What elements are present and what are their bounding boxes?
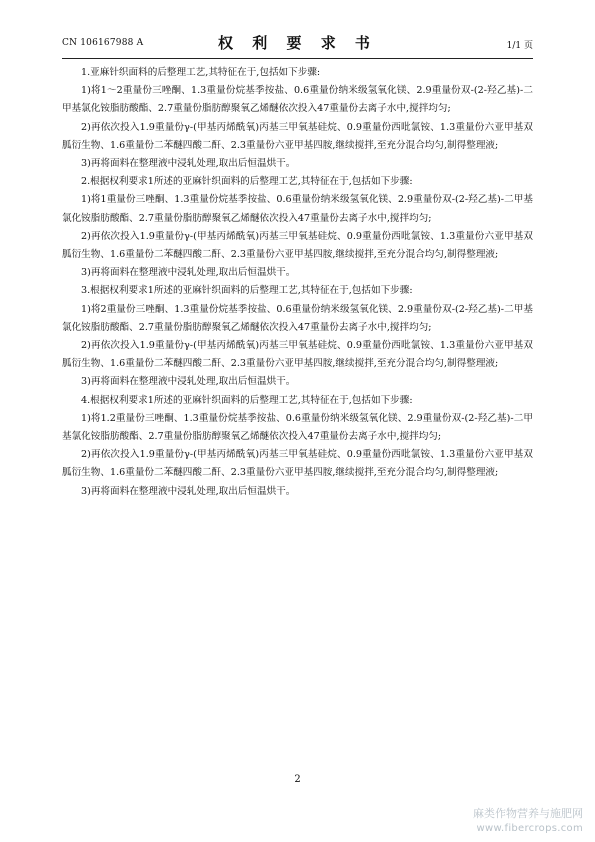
page-info: 1/1 页 [506, 41, 533, 51]
page-title: 权 利 要 求 书 [218, 34, 377, 52]
claim-1-step-2: 2)再依次投入1.9重量份γ-(甲基丙烯酰氧)丙基三甲氧基硅烷、0.9重量份西吡氯铵、1.3重量份六亚甲基双胍衍生物、1.6重量份二苯醚四酸二酐、2.3重量份六亚甲基四胺,继续搅拌,至充分混合均匀,制得整理液; [62, 121, 533, 151]
watermark-url: www.fibercrops.com [476, 823, 583, 834]
claim-1-title: 1.亚麻针织面料的后整理工艺,其特征在于,包括如下步骤: [81, 67, 321, 78]
claim-2-step-1: 1)将1重量份三唑酮、1.3重量份烷基季按盐、0.6重量份纳米级氢氧化镁、2.9重量份双-(2-羟乙基)-二甲基氯化铵脂肪酸酯、2.7重量份脂肪醇聚氧乙烯醚依次投入47重量份去离子水中,搅拌均匀; [62, 194, 533, 224]
page-header [62, 30, 533, 56]
watermark [473, 806, 583, 836]
claim-2-step-2: 2)再依次投入1.9重量份γ-(甲基丙烯酰氧)丙基三甲氧基硅烷、0.9重量份西吡氯铵、1.3重量份六亚甲基双胍衍生物、1.6重量份二苯醚四酸二酐、2.3重量份六亚甲基四胺,继续搅拌,至充分混合均匀,制得整理液; [62, 230, 533, 261]
watermark-title: 麻类作物营养与施肥网 [473, 807, 583, 820]
claim-3-step-3: 3)再将面料在整理液中浸轧处理,取出后恒温烘干。 [81, 376, 296, 388]
header-divider [62, 58, 533, 59]
claim-4-step-2: 2)再依次投入1.9重量份γ-(甲基丙烯酰氧)丙基三甲氧基硅烷、0.9重量份西吡氯铵、1.3重量份六亚甲基双胍衍生物、1.6重量份二苯醚四酸二酐、2.3重量份六亚甲基四胺,继续搅拌,至充分混合均匀,制得整理液; [62, 449, 533, 479]
claim-1-step-3: 3)再将面料在整理液中浸轧处理,取出后恒温烘干。 [81, 158, 296, 170]
claim-3-title: 3.根据权利要求1所述的亚麻针织面料的后整理工艺,其特征在于,包括如下步骤: [81, 285, 413, 297]
claim-2-step-3: 3)再将面料在整理液中浸轧处理,取出后恒温烘干。 [81, 267, 296, 279]
patent-number: CN 106167988 A [62, 38, 144, 48]
claim-3-step-2: 2)再依次投入1.9重量份γ-(甲基丙烯酰氧)丙基三甲氧基硅烷、0.9重量份西吡氯铵、1.3重量份六亚甲基双胍衍生物、1.6重量份二苯醚四酸二酐、2.3重量份六亚甲基四胺,继续搅拌,至充分混合均匀,制得整理液; [62, 340, 533, 370]
claims-body [62, 64, 533, 501]
claim-4-step-1: 1)将1.2重量份三唑酮、1.3重量份烷基季按盐、0.6重量份纳米级氢氧化镁、2.9重量份双-(2-羟乙基)-二甲基氯化铵脂肪酸酯、2.7重量份脂肪醇聚氧乙烯醚依次投入47重量份去离子水中,搅拌均匀; [62, 412, 533, 443]
claim-4-step-3: 3)再将面料在整理液中浸轧处理,取出后恒温烘干。 [81, 485, 296, 497]
page-number: 2 [294, 774, 301, 785]
claim-4-title: 4.根据权利要求1所述的亚麻针织面料的后整理工艺,其特征在于,包括如下步骤: [81, 394, 413, 406]
claim-3-step-1: 1)将2重量份三唑酮、1.3重量份烷基季按盐、0.6重量份纳米级氢氧化镁、2.9重量份双-(2-羟乙基)-二甲基氯化铵脂肪酸酯、2.7重量份脂肪醇聚氧乙烯醚依次投入47重量份去离子水中,搅拌均匀; [62, 303, 533, 333]
claim-2-title: 2.根据权利要求1所述的亚麻针织面料的后整理工艺,其特征在于,包括如下步骤: [81, 176, 413, 188]
claim-1-step-1: 1)将1～2重量份三唑酮、1.3重量份烷基季按盐、0.6重量份纳米级氢氧化镁、2.9重量份双-(2-羟乙基)-二甲基氯化铵脂肪酸酯、2.7重量份脂肪醇聚氧乙烯醚依次投入47重量份去离子水中,搅拌均匀; [62, 85, 533, 115]
